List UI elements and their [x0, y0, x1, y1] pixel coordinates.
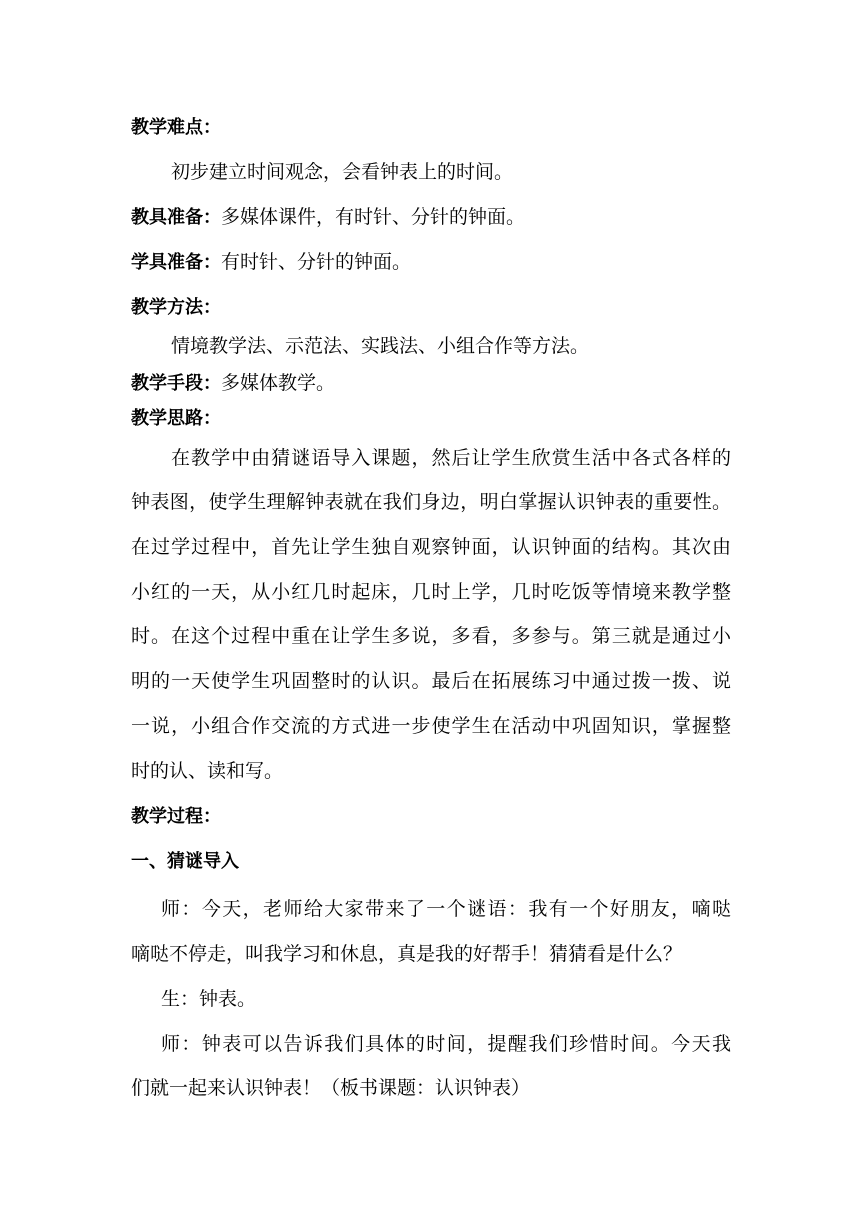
approach-line: 时的认、读和写。 — [131, 760, 284, 782]
student-tools-heading: 学具准备： — [131, 252, 221, 273]
methods-text: 情境教学法、示范法、实践法、小组合作等方法。 — [171, 335, 590, 357]
student-tools-line — [131, 250, 411, 275]
approach-line: 明的一天使学生巩固整时的认识。最后在拓展练习中通过拨一拨、说 — [131, 670, 731, 692]
dialogue-line: 嘀哒不停走，叫我学习和休息，真是我的好帮手！猜猜看是什么？ — [131, 943, 683, 965]
approach-line: 一说，小组合作交流的方式进一步使学生在活动中巩固知识，掌握整 — [131, 715, 731, 737]
dialogue-line: 师：钟表可以告诉我们具体的时间，提醒我们珍惜时间。今天我 — [161, 1033, 731, 1055]
difficulty-heading: 教学难点： — [131, 117, 221, 138]
means-line — [131, 371, 335, 396]
means-heading: 教学手段： — [131, 373, 221, 394]
teacher-tools-line — [131, 205, 525, 230]
dialogue-line: 们就一起来认识钟表！（板书课题：认识钟表） — [131, 1077, 531, 1099]
process-heading: 教学过程： — [131, 806, 221, 827]
dialogue-line: 生：钟表。 — [161, 988, 257, 1010]
approach-line: 在教学中由猜谜语导入课题，然后让学生欣赏生活中各式各样的 — [171, 447, 731, 469]
approach-line: 时。在这个过程中重在让学生多说，多看，多参与。第三就是通过小 — [131, 625, 731, 647]
approach-heading: 教学思路： — [131, 408, 221, 429]
section-heading: 一、猜谜导入 — [131, 851, 239, 872]
student-tools-text: 有时针、分针的钟面。 — [221, 251, 412, 273]
dialogue-line: 师：今天，老师给大家带来了一个谜语：我有一个好朋友，嘀哒 — [161, 898, 731, 920]
teacher-tools-heading: 教具准备： — [131, 207, 221, 228]
difficulty-text: 初步建立时间观念，会看钟表上的时间。 — [171, 161, 514, 183]
approach-line: 在过学过程中，首先让学生独自观察钟面，认识钟面的结构。其次由 — [131, 536, 731, 558]
teacher-tools-text: 多媒体课件，有时针、分针的钟面。 — [221, 206, 526, 228]
approach-line: 小红的一天，从小红几时起床，几时上学，几时吃饭等情境来教学整 — [131, 581, 731, 603]
means-text: 多媒体教学。 — [221, 372, 336, 394]
approach-line: 钟表图，使学生理解钟表就在我们身边，明白掌握认识钟表的重要性。 — [131, 491, 731, 513]
methods-heading: 教学方法： — [131, 297, 221, 318]
